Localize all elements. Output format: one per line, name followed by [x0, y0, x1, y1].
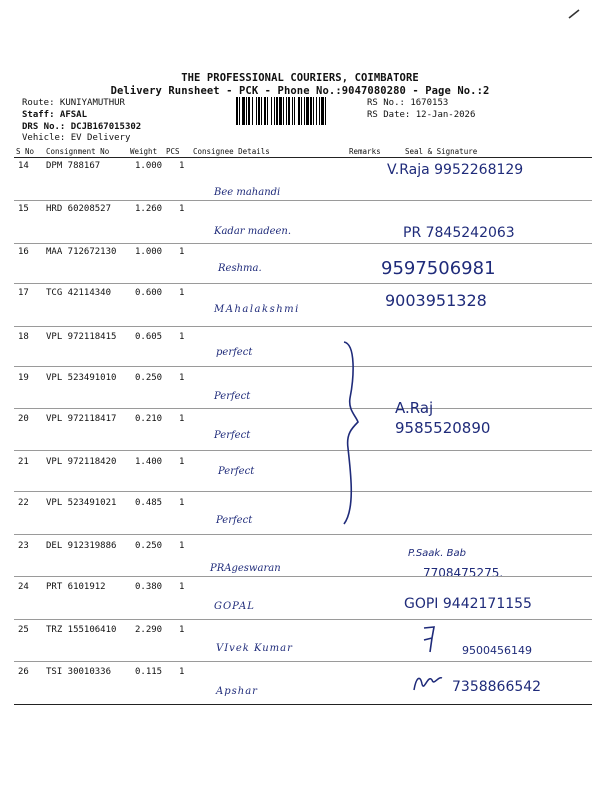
- rs-date: RS Date: 12-Jan-2026: [367, 110, 476, 120]
- row-weight: 1.400: [135, 457, 163, 467]
- table-bottom-border: [14, 704, 592, 705]
- row-consignment-no: DPM 788167: [46, 161, 101, 171]
- vehicle-label: Vehicle: EV Delivery: [22, 133, 131, 143]
- row-signature: A.Raj 9585520890: [395, 399, 491, 437]
- corner-mark-icon: [567, 8, 581, 20]
- rs-number: RS No.: 1670153: [367, 98, 449, 108]
- row-consignment-no: TCG 42114340: [46, 288, 112, 298]
- barcode-bar: [316, 97, 317, 125]
- signature-scribble-icon: [420, 624, 442, 656]
- row-weight: 0.485: [135, 498, 163, 508]
- row-signature: 9500456149: [462, 644, 532, 657]
- row-signature: 9003951328: [385, 291, 487, 310]
- barcode-bar: [301, 97, 302, 125]
- row-weight: 0.250: [135, 541, 163, 551]
- barcode-bar: [246, 97, 247, 125]
- row-sno: 18: [18, 332, 29, 342]
- col-weight-header: Weight: [130, 147, 158, 156]
- barcode-bar: [248, 97, 250, 125]
- col-seal-header: Seal & Signature: [405, 147, 478, 156]
- barcode-bar: [276, 97, 278, 125]
- barcode-bar: [279, 97, 282, 125]
- row-consignee-handwritten: Reshma.: [218, 263, 262, 274]
- barcode-bar: [321, 97, 324, 125]
- row-consignee-handwritten: Perfect: [218, 466, 255, 477]
- barcode-bar: [239, 97, 240, 125]
- row-weight: 0.600: [135, 288, 163, 298]
- row-weight: 1.260: [135, 204, 163, 214]
- row-divider: [14, 491, 592, 492]
- drs-label: DRS No.: DCJB167015302: [22, 122, 142, 132]
- row-signature: 7358866542: [452, 679, 542, 695]
- row-pcs: 1: [179, 161, 185, 171]
- row-consignment-no: HRD 60208527: [46, 204, 112, 214]
- col-sno-header: S No: [16, 147, 35, 156]
- barcode-bar: [304, 97, 305, 125]
- row-sno: 19: [18, 373, 29, 383]
- barcode-bar: [306, 97, 309, 125]
- row-divider: [14, 450, 592, 451]
- row-sno: 17: [18, 288, 29, 298]
- row-consignment-no: VPL 972118417: [46, 414, 117, 424]
- row-consignee-handwritten: VIvek Kumar: [216, 643, 293, 654]
- row-divider: [14, 534, 592, 535]
- row-pcs: 1: [179, 414, 185, 424]
- row-pcs: 1: [179, 332, 185, 342]
- barcode-bar: [242, 97, 245, 125]
- row-pcs: 1: [179, 498, 185, 508]
- row-signature: V.Raja 9952268129: [387, 162, 524, 178]
- brace-mark-icon: [340, 338, 362, 528]
- signature-scribble: P.Saak. Bab: [408, 548, 466, 559]
- row-consignee-handwritten: perfect: [216, 347, 253, 358]
- row-consignment-no: VPL 523491010: [46, 373, 117, 383]
- row-consignment-no: VPL 523491021: [46, 498, 117, 508]
- row-consignee-handwritten: PRAgeswaran: [210, 563, 281, 574]
- row-consignment-no: VPL 972118415: [46, 332, 117, 342]
- row-divider: [14, 326, 592, 327]
- row-consignee-handwritten: Kadar madeen.: [214, 226, 292, 237]
- row-sno: 21: [18, 457, 29, 467]
- barcode-bar: [256, 97, 257, 125]
- staff-label: Staff: AFSAL: [22, 110, 88, 120]
- row-pcs: 1: [179, 204, 185, 214]
- row-pcs: 1: [179, 582, 185, 592]
- col-consignee-header: Consignee Details: [193, 147, 270, 156]
- row-pcs: 1: [179, 541, 185, 551]
- barcode-bar: [274, 97, 275, 125]
- barcode-bar: [258, 97, 260, 125]
- row-sno: 22: [18, 498, 29, 508]
- row-divider: [14, 283, 592, 284]
- barcode-bar: [325, 97, 326, 125]
- barcode-bar: [261, 97, 262, 125]
- col-pcs-header: PCS: [166, 147, 180, 156]
- row-weight: 1.000: [135, 247, 163, 257]
- row-pcs: 1: [179, 667, 185, 677]
- route-label: Route: KUNIYAMUTHUR: [22, 98, 125, 108]
- row-weight: 0.380: [135, 582, 163, 592]
- row-consignee-handwritten: Bee mahandi: [214, 187, 281, 198]
- barcode-bar: [283, 97, 284, 125]
- barcode-bar: [252, 97, 253, 125]
- row-consignee-handwritten: MAhalakshmi: [214, 304, 300, 315]
- row-divider: [14, 366, 592, 367]
- barcode-icon: [236, 97, 362, 125]
- row-pcs: 1: [179, 457, 185, 467]
- row-sno: 25: [18, 625, 29, 635]
- row-weight: 0.250: [135, 373, 163, 383]
- barcode-bar: [313, 97, 314, 125]
- row-sno: 14: [18, 161, 29, 171]
- runsheet-subtitle: Delivery Runsheet - PCK - Phone No.:9047080280 - Page No.:2: [110, 85, 490, 97]
- company-title: THE PROFESSIONAL COURIERS, COIMBATORE: [181, 72, 419, 84]
- row-sno: 20: [18, 414, 29, 424]
- row-divider: [14, 661, 592, 662]
- row-divider: [14, 576, 592, 577]
- row-pcs: 1: [179, 625, 185, 635]
- row-sno: 16: [18, 247, 29, 257]
- barcode-bar: [264, 97, 266, 125]
- barcode-bar: [288, 97, 290, 125]
- row-sno: 24: [18, 582, 29, 592]
- row-signature: 7708475275.: [423, 566, 504, 580]
- row-pcs: 1: [179, 247, 185, 257]
- barcode-bar: [236, 97, 238, 125]
- row-sno: 23: [18, 541, 29, 551]
- row-weight: 2.290: [135, 625, 163, 635]
- barcode-bar: [319, 97, 320, 125]
- row-signature: GOPI 9442171155: [404, 596, 532, 612]
- row-consignee-handwritten: Perfect: [214, 391, 251, 402]
- barcode-bar: [271, 97, 272, 125]
- row-divider: [14, 619, 592, 620]
- barcode-bar: [292, 97, 293, 125]
- row-sno: 15: [18, 204, 29, 214]
- col-consignment-header: Consignment No: [46, 147, 110, 156]
- barcode-bar: [298, 97, 300, 125]
- row-consignment-no: TSI 30010336: [46, 667, 112, 677]
- row-weight: 1.000: [135, 161, 163, 171]
- row-sno: 26: [18, 667, 29, 677]
- barcode-bar: [267, 97, 268, 125]
- row-consignment-no: DEL 912319886: [46, 541, 117, 551]
- row-divider: [14, 243, 592, 244]
- barcode-bar: [310, 97, 312, 125]
- row-consignment-no: PRT 6101912: [46, 582, 106, 592]
- row-weight: 0.605: [135, 332, 163, 342]
- row-consignee-handwritten: Perfect: [214, 430, 251, 441]
- header-divider: [14, 157, 592, 158]
- row-weight: 0.210: [135, 414, 163, 424]
- row-pcs: 1: [179, 373, 185, 383]
- row-consignment-no: VPL 972118420: [46, 457, 117, 467]
- row-signature: PR 7845242063: [403, 225, 515, 241]
- barcode-bar: [286, 97, 287, 125]
- row-weight: 0.115: [135, 667, 163, 677]
- row-consignee-handwritten: Perfect: [216, 515, 253, 526]
- barcode-bar: [294, 97, 295, 125]
- col-remarks-header: Remarks: [349, 147, 381, 156]
- row-divider: [14, 200, 592, 201]
- row-consignment-no: TRZ 155106410: [46, 625, 117, 635]
- row-consignee-handwritten: GOPAL: [214, 601, 255, 612]
- row-pcs: 1: [179, 288, 185, 298]
- row-signature: 9597506981: [381, 258, 496, 279]
- row-consignee-handwritten: Apshar: [216, 686, 258, 697]
- signature-scribble-icon: [410, 670, 446, 696]
- row-consignment-no: MAA 712672130: [46, 247, 117, 257]
